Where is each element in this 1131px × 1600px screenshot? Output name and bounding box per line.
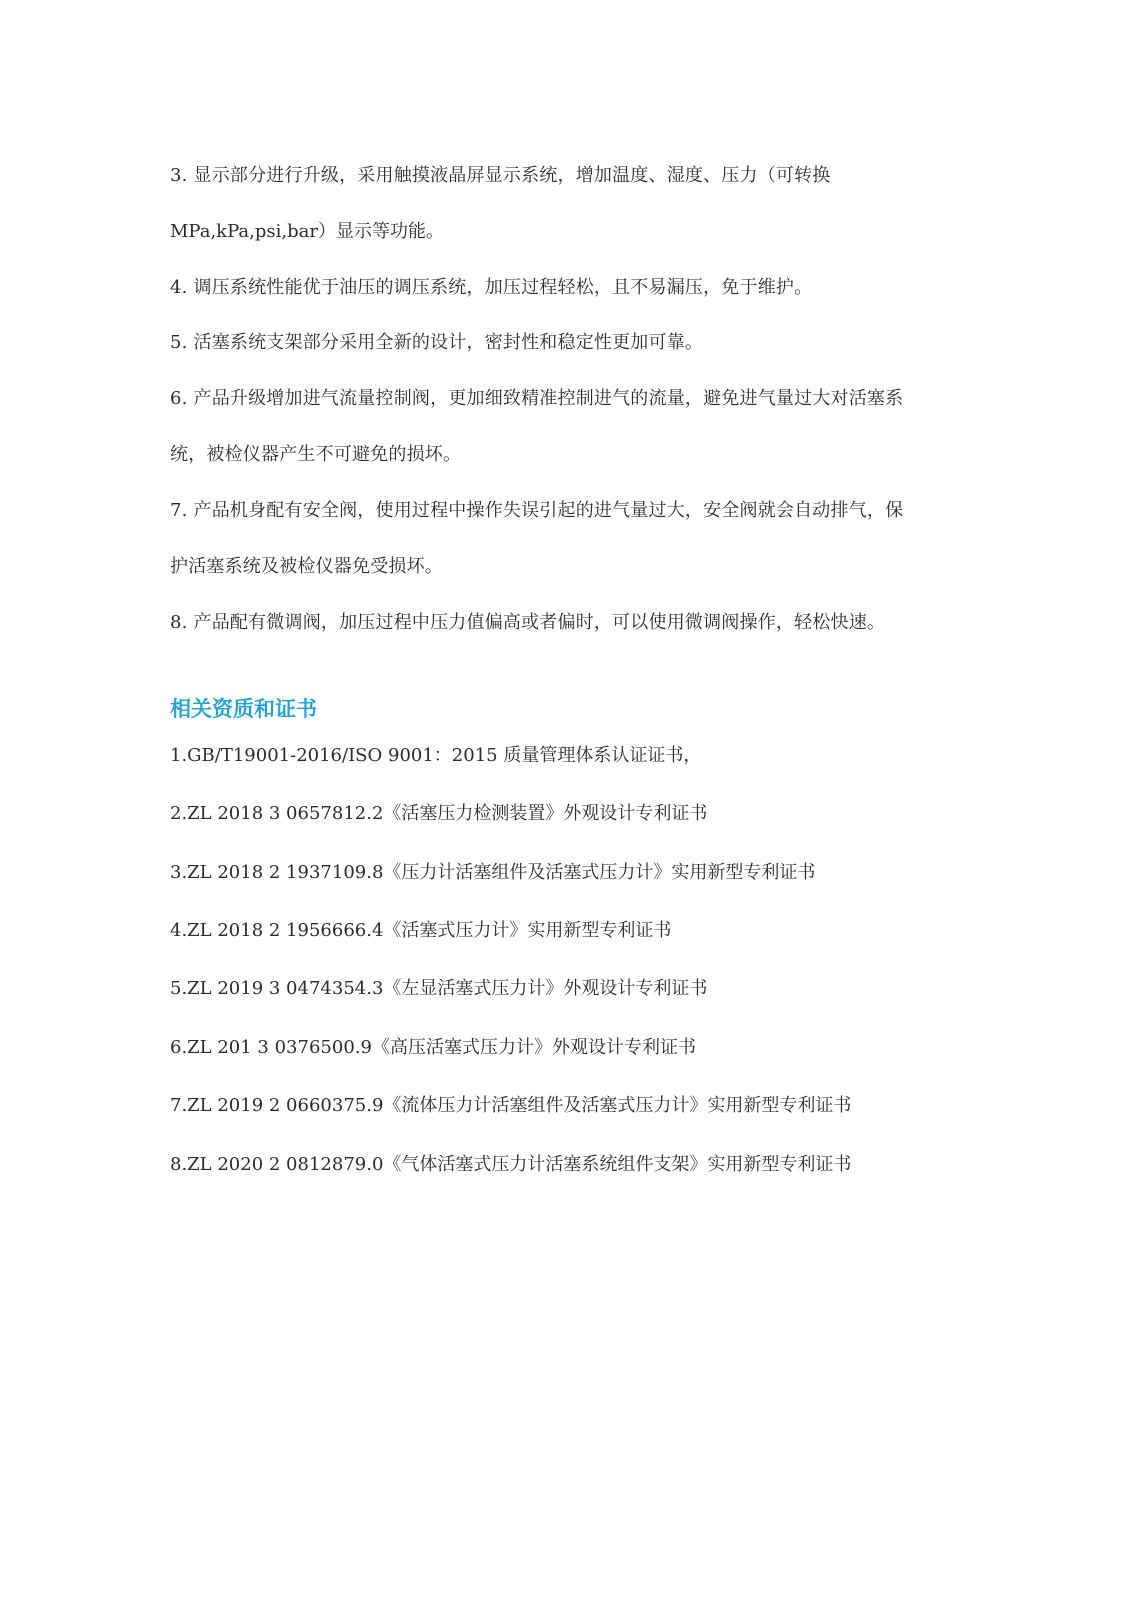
feature-line-5: 5. 活塞系统支架部分采用全新的设计，密封性和稳定性更加可靠。 xyxy=(170,332,704,353)
certificate-item-5: 5.ZL 2019 3 0474354.3《左显活塞式压力计》外观设计专利证书 xyxy=(170,978,708,999)
feature-line-3b: MPa,kPa,psi,bar）显示等功能。 xyxy=(170,221,444,242)
certificate-item-3: 3.ZL 2018 2 1937109.8《压力计活塞组件及活塞式压力计》实用新型专利证书 xyxy=(170,862,816,883)
feature-line-3a: 3. 显示部分进行升级，采用触摸液晶屏显示系统，增加温度、湿度、压力（可转换 xyxy=(170,165,831,186)
feature-line-4: 4. 调压系统性能优于油压的调压系统，加压过程轻松，且不易漏压，免于维护。 xyxy=(170,277,813,298)
certificates-heading: 相关资质和证书 xyxy=(170,697,317,721)
certificate-item-6: 6.ZL 201 3 0376500.9《高压活塞式压力计》外观设计专利证书 xyxy=(170,1037,696,1058)
feature-line-7b: 护活塞系统及被检仪器免受损坏。 xyxy=(170,556,443,577)
feature-line-6a: 6. 产品升级增加进气流量控制阀，更加细致精准控制进气的流量，避免进气量过大对活塞系 xyxy=(170,388,904,409)
certificate-item-2: 2.ZL 2018 3 0657812.2《活塞压力检测装置》外观设计专利证书 xyxy=(170,803,708,824)
feature-line-6b: 统，被检仪器产生不可避免的损坏。 xyxy=(170,444,462,465)
certificate-item-7: 7.ZL 2019 2 0660375.9《流体压力计活塞组件及活塞式压力计》实用新型专利证书 xyxy=(170,1095,852,1116)
feature-line-8: 8. 产品配有微调阀，加压过程中压力值偏高或者偏时，可以使用微调阀操作，轻松快速。 xyxy=(170,612,886,633)
certificate-item-1: 1.GB/T19001-2016/ISO 9001：2015 质量管理体系认证证书， xyxy=(170,745,702,766)
certificate-item-8: 8.ZL 2020 2 0812879.0《气体活塞式压力计活塞系统组件支架》实用新型专利证书 xyxy=(170,1154,852,1175)
feature-line-7a: 7. 产品机身配有安全阀，使用过程中操作失误引起的进气量过大，安全阀就会自动排气，保 xyxy=(170,500,904,521)
certificate-item-4: 4.ZL 2018 2 1956666.4《活塞式压力计》实用新型专利证书 xyxy=(170,920,672,941)
